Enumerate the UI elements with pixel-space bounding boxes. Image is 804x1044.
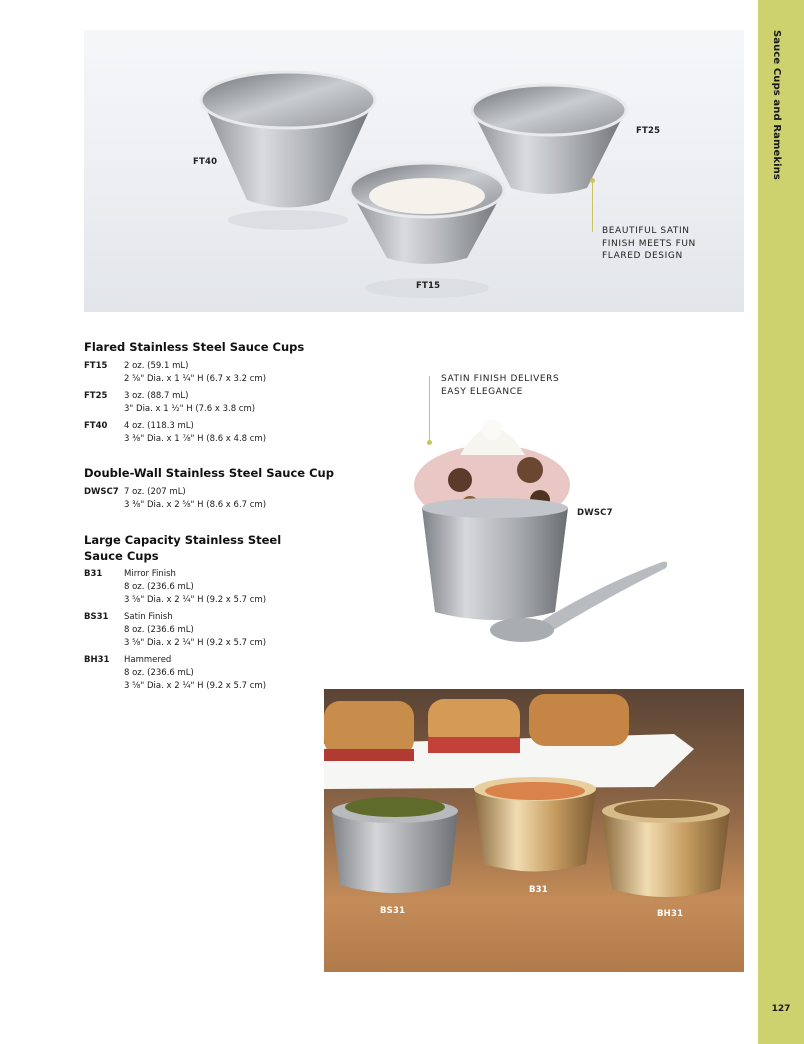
dwsc7-label: DWSC7 [577, 508, 613, 518]
large-capacity-cups-illustration [324, 689, 744, 972]
product-code: B31 [84, 569, 103, 579]
b31-label: B31 [529, 885, 548, 895]
section-title-flared: Flared Stainless Steel Sauce Cups [84, 340, 305, 354]
callout-dot [427, 440, 432, 445]
bs31-label: BS31 [380, 906, 406, 916]
product-code: FT25 [84, 391, 108, 401]
double-wall-cup-illustration [400, 400, 690, 660]
ft25-label: FT25 [636, 126, 661, 136]
product-code: FT15 [84, 361, 108, 371]
callout-line [429, 376, 430, 440]
product-code: DWSC7 [84, 487, 119, 497]
sidebar-title: Sauce Cups and Ramekins [771, 30, 782, 180]
double-wall-cup-photo [400, 400, 690, 660]
product-code: BS31 [84, 612, 109, 622]
product-code: BH31 [84, 655, 110, 665]
bh31-label: BH31 [657, 909, 684, 919]
section-title-large-capacity: Large Capacity Stainless Steel Sauce Cups [84, 533, 282, 563]
ft15-label: FT15 [416, 281, 441, 291]
elegance-callout: SATIN FINISH DELIVERS EASY ELEGANCE [441, 374, 560, 397]
page-number: 127 [771, 1004, 791, 1014]
flared-cups-illustration [84, 30, 744, 312]
large-capacity-cups-photo [324, 689, 744, 972]
flared-cups-photo [84, 30, 744, 312]
product-code: FT40 [84, 421, 108, 431]
satin-finish-callout: BEAUTIFUL SATIN FINISH MEETS FUN FLARED DESIGN [602, 226, 696, 261]
callout-line [592, 182, 593, 232]
ft40-label: FT40 [193, 157, 218, 167]
section-title-double-wall: Double-Wall Stainless Steel Sauce Cup [84, 466, 334, 480]
